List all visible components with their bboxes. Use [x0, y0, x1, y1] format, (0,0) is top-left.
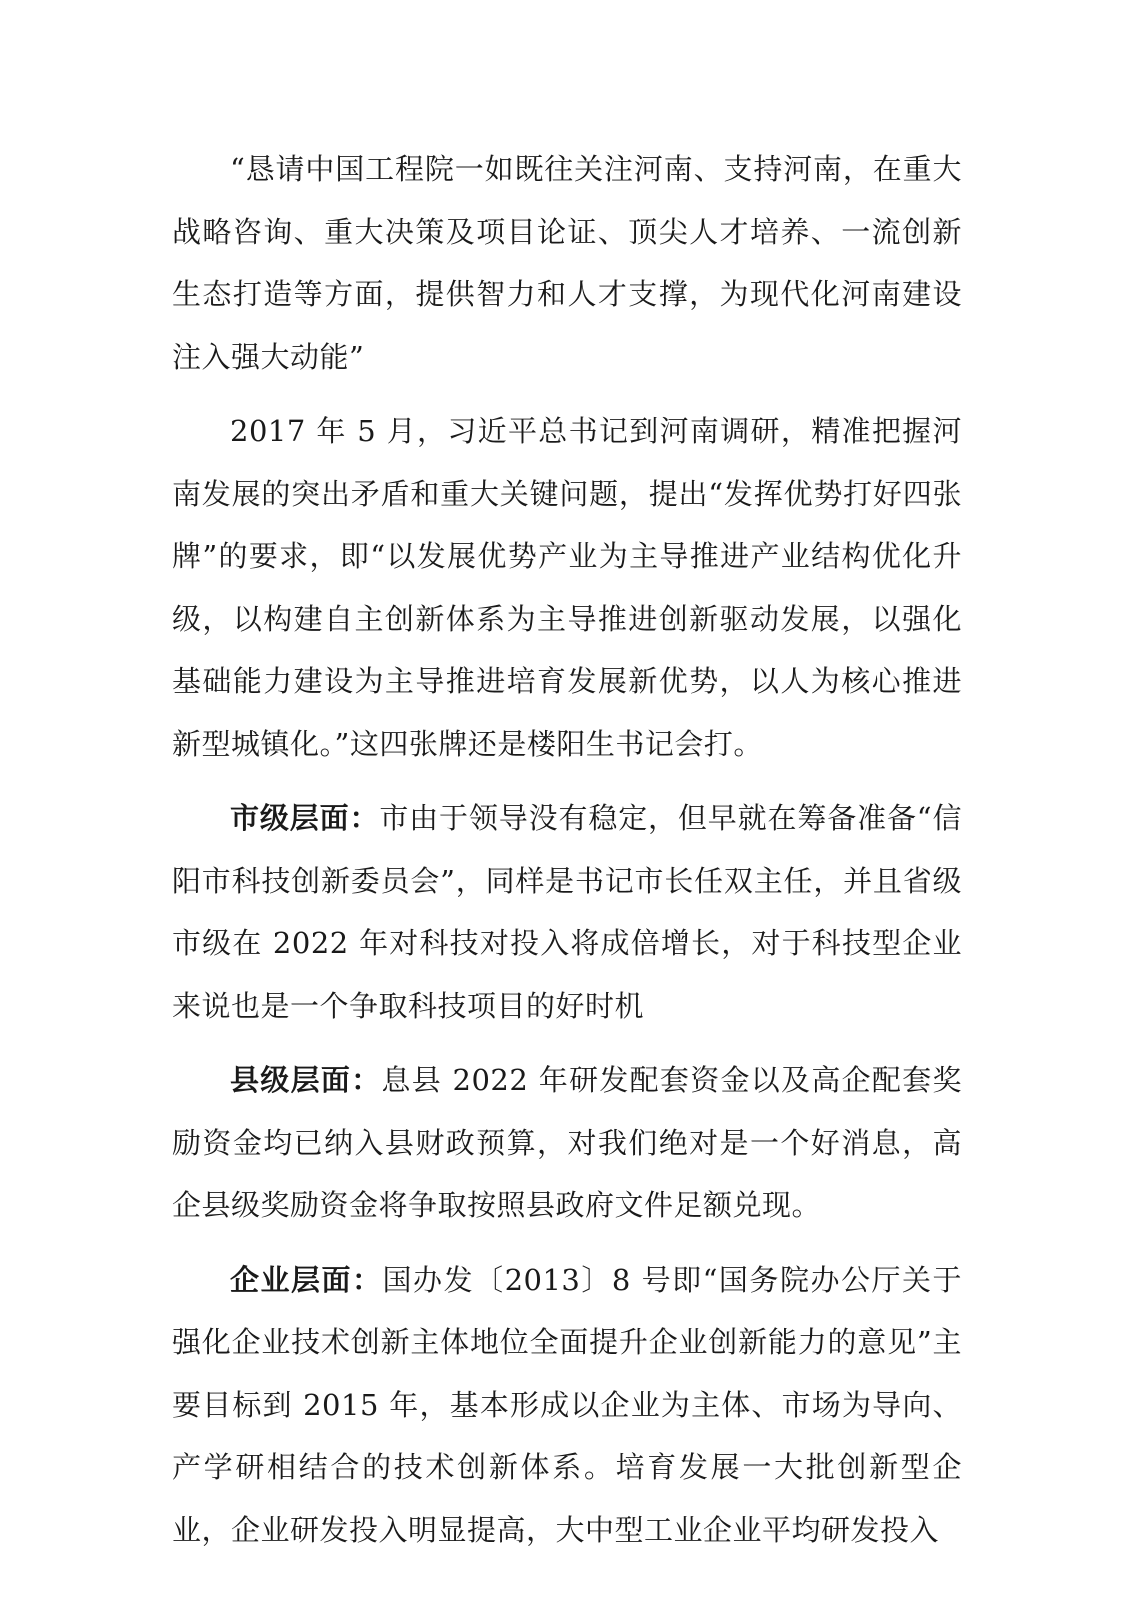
enterprise-level-label: 企业层面： [230, 1262, 383, 1297]
city-level-text: 市由于领导没有稳定，但早就在筹备准备“信阳市科技创新委员会”，同样是书记市长任双主任，并且省级市级在 2022 年对科技对投入将成倍增长，对于科技型企业来说也是一个争取科技项目的好时机 [172, 801, 962, 1023]
county-level-label: 县级层面： [230, 1063, 382, 1097]
document-page [172, 138, 962, 1573]
paragraph-enterprise-level [172, 1249, 962, 1562]
city-level-label: 市级层面： [230, 801, 380, 835]
paragraph-quote: “恳请中国工程院一如既往关注河南、支持河南，在重大战略咨询、重大决策及项目论证、顶尖人才培养、一流创新生态打造等方面，提供智力和人才支撑，为现代化河南建设注入强大动能” [172, 152, 962, 374]
paragraph-county-level [172, 1049, 962, 1237]
paragraph-four-cards: 2017 年 5 月，习近平总书记到河南调研，精准把握河南发展的突出矛盾和重大关键问题，提出“发挥优势打好四张牌”的要求，即“以发展优势产业为主导推进产业结构优化升级，以构建自主创新体系为主导推进创新驱动发展，以强化基础能力建设为主导推进培育发展新优势，以人为核心推进新型城镇化。”这四张牌还是楼阳生书记会打。 [172, 414, 962, 761]
enterprise-level-text: 国办发〔2013〕8 号即“国务院办公厅关于强化企业技术创新主体地位全面提升企业创新能力的意见”主要目标到 2015 年，基本形成以企业为主体、市场为导向、产学研相结合的技术创新体系。培育发展一大批创新型企业，企业研发投入明显提高，大中型工业企业平均研发投入 [172, 1262, 962, 1547]
county-level-text: 息县 2022 年研发配套资金以及高企配套奖励资金均已纳入县财政预算，对我们绝对是一个好消息，高企县级奖励资金将争取按照县政府文件足额兑现。 [172, 1063, 962, 1222]
paragraph-city-level [172, 787, 962, 1037]
